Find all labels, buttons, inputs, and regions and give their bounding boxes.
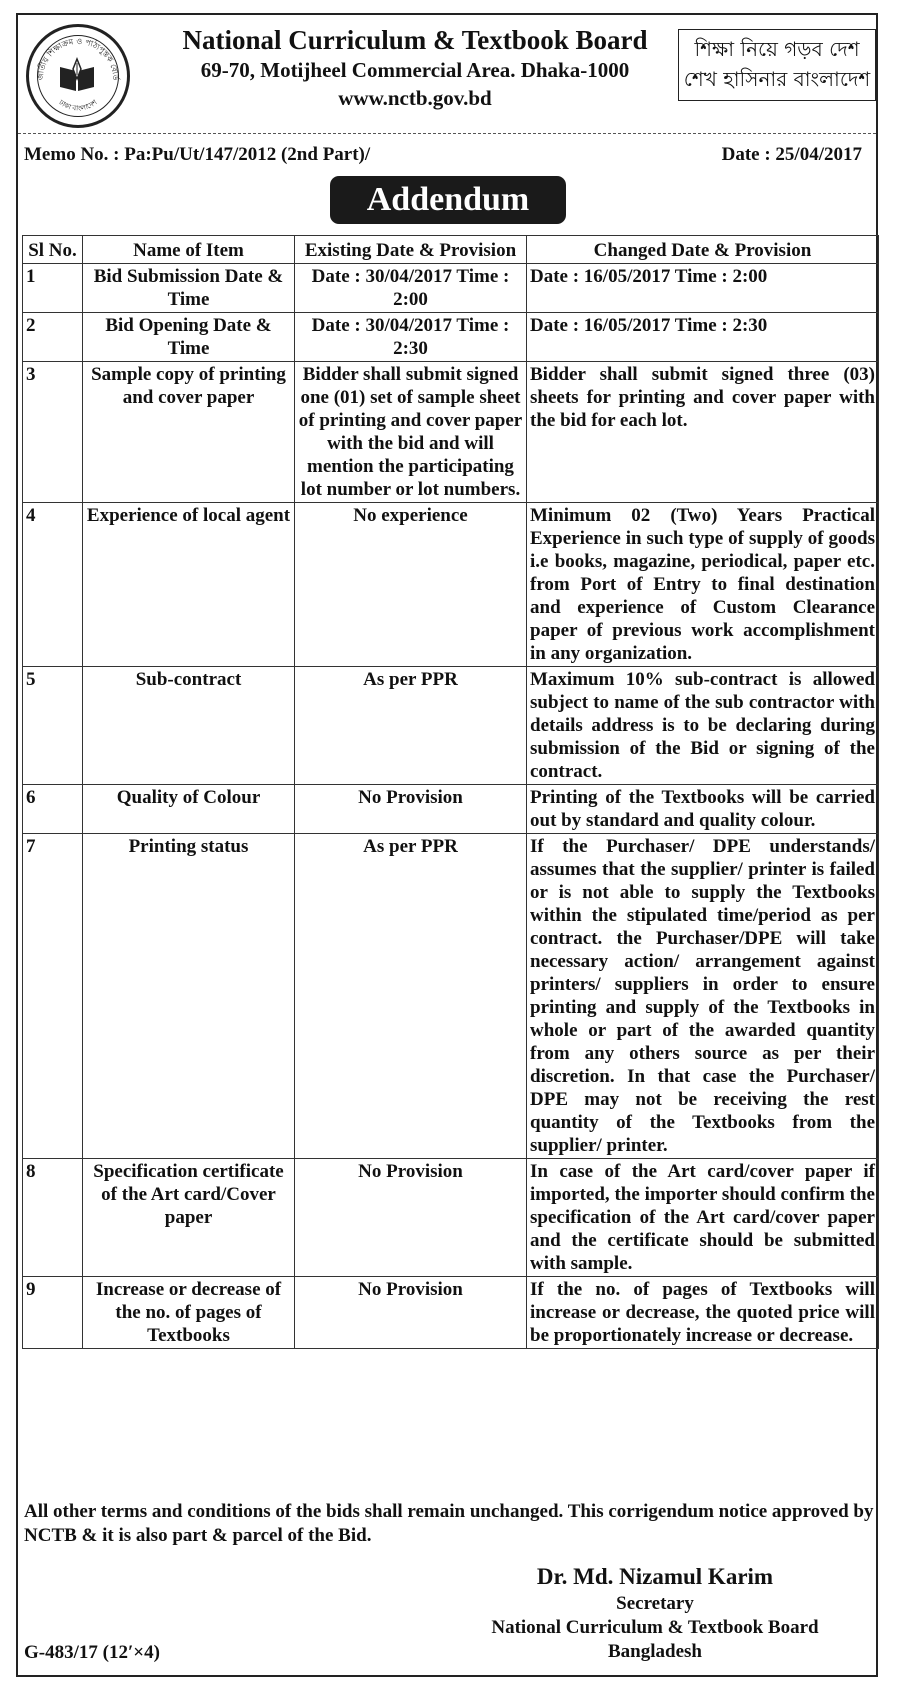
- table-row: [23, 834, 879, 1159]
- table-row: [23, 667, 879, 785]
- cell-existing: Date : 30/04/2017 Time : 2:00: [295, 264, 527, 313]
- svg-text:জাতীয় শিক্ষাক্রম ও পাঠ্যপুস্ত: জাতীয় শিক্ষাক্রম ও পাঠ্যপুস্তক বোর্ড: [35, 36, 121, 81]
- table-row: [23, 1277, 879, 1349]
- cell-existing: Bidder shall submit signed one (01) set of sample sheet of printing and cover paper with the bid and will mention the participating lot number or lot numbers.: [295, 362, 527, 503]
- cell-sl: 7: [23, 834, 83, 1159]
- cell-sl: 9: [23, 1277, 83, 1349]
- book-pen-icon: [58, 57, 96, 95]
- cell-item: Sample copy of printing and cover paper: [83, 362, 295, 503]
- cell-existing: No Provision: [295, 785, 527, 834]
- cell-existing: As per PPR: [295, 834, 527, 1159]
- signature-block: [440, 1562, 870, 1664]
- cell-sl: 2: [23, 313, 83, 362]
- cell-sl: 6: [23, 785, 83, 834]
- cell-changed: Date : 16/05/2017 Time : 2:30: [527, 313, 879, 362]
- table-row: [23, 313, 879, 362]
- cell-item: Specification certificate of the Art card/Cover paper: [83, 1159, 295, 1277]
- cell-sl: 5: [23, 667, 83, 785]
- board-website: www.nctb.gov.bd: [338, 86, 492, 110]
- cell-existing: As per PPR: [295, 667, 527, 785]
- memo-number: Memo No. : Pa:Pu/Ut/147/2012 (2nd Part)/: [24, 144, 371, 165]
- cell-changed: Maximum 10% sub-contract is allowed subject to name of the sub contractor with details address is to be declaring during submission of the Bid or signing of the contract.: [527, 667, 879, 785]
- slogan-box: [678, 29, 876, 101]
- cell-changed: Printing of the Textbooks will be carried out by standard and quality colour.: [527, 785, 879, 834]
- table-row: [23, 785, 879, 834]
- cell-changed: Bidder shall submit signed three (03) sheets for printing and cover paper with the bid for each lot.: [527, 362, 879, 503]
- board-title: National Curriculum & Textbook Board: [182, 25, 648, 55]
- cell-changed: If the Purchaser/ DPE understands/ assumes that the supplier/ printer is failed or is not able to supply the Textbooks within the stipulated time/period as per contract. the Purchaser/DPE will take necessary action/ arrangement against printers/ suppliers in order to ensure printing and supply of the Textbooks in whole or part of the awarded quantity from any others source as per their discretion. In that case the Purchaser/ DPE may not be receiving the rest quantity of the Textbooks from the supplier/ printer.: [527, 834, 879, 1159]
- slogan-line-2: শেখ হাসিনার বাংলাদেশ: [683, 67, 871, 91]
- header-sl-no: Sl No.: [23, 236, 83, 264]
- cell-changed: Date : 16/05/2017 Time : 2:00: [527, 264, 879, 313]
- nctb-logo: [26, 24, 130, 128]
- cell-existing: Date : 30/04/2017 Time : 2:30: [295, 313, 527, 362]
- cell-item: Printing status: [83, 834, 295, 1159]
- signatory-org: National Curriculum & Textbook Board: [491, 1617, 819, 1638]
- cell-existing: No Provision: [295, 1159, 527, 1277]
- divider: [18, 133, 876, 134]
- svg-text:ঢাকা বাংলাদেশ: ঢাকা বাংলাদেশ: [57, 98, 99, 113]
- header-name-of-item: Name of Item: [83, 236, 295, 264]
- reference-number: G-483/17 (12′×4): [24, 1642, 160, 1663]
- addendum-table: [22, 235, 879, 1349]
- cell-sl: 3: [23, 362, 83, 503]
- cell-sl: 8: [23, 1159, 83, 1277]
- cell-item: Bid Submission Date & Time: [83, 264, 295, 313]
- cell-item: Bid Opening Date & Time: [83, 313, 295, 362]
- table-row: [23, 503, 879, 667]
- signatory-country: Bangladesh: [608, 1641, 702, 1662]
- cell-changed: If the no. of pages of Textbooks will increase or decrease, the quoted price will be proportionately increase or decrease.: [527, 1277, 879, 1349]
- cell-changed: In case of the Art card/cover paper if imported, the importer should confirm the specification of the Art card/cover paper and the certificate should be submitted with sample.: [527, 1159, 879, 1277]
- letterhead: [20, 20, 878, 135]
- header-existing: Existing Date & Provision: [295, 236, 527, 264]
- table-header-row: [23, 236, 879, 264]
- cell-existing: No experience: [295, 503, 527, 667]
- table-row: [23, 1159, 879, 1277]
- cell-changed: Minimum 02 (Two) Years Practical Experience in such type of supply of goods i.e books, magazine, periodical, paper etc. from Port of Entry to final destination and experience of Custom Clearance paper of previous work accomplishment in any organization.: [527, 503, 879, 667]
- cell-item: Quality of Colour: [83, 785, 295, 834]
- memo-date: Date : 25/04/2017: [721, 144, 862, 165]
- cell-existing: No Provision: [295, 1277, 527, 1349]
- terms-note: All other terms and conditions of the bids shall remain unchanged. This corrigendum notice approved by NCTB & it is also part & parcel of the Bid.: [24, 1501, 874, 1546]
- cell-sl: 4: [23, 503, 83, 667]
- addendum-banner: Addendum: [330, 176, 566, 224]
- table-row: [23, 264, 879, 313]
- cell-item: Experience of local agent: [83, 503, 295, 667]
- board-address: 69-70, Motijheel Commercial Area. Dhaka-1000: [200, 58, 630, 82]
- cell-item: Sub-contract: [83, 667, 295, 785]
- cell-sl: 1: [23, 264, 83, 313]
- slogan-line-1: শিক্ষা নিয়ে গড়ব দেশ: [694, 37, 860, 61]
- signatory-name: Dr. Md. Nizamul Karim: [536, 1564, 774, 1589]
- header-changed: Changed Date & Provision: [527, 236, 879, 264]
- signatory-title: Secretary: [616, 1593, 694, 1614]
- table-row: [23, 362, 879, 503]
- cell-item: Increase or decrease of the no. of pages of Textbooks: [83, 1277, 295, 1349]
